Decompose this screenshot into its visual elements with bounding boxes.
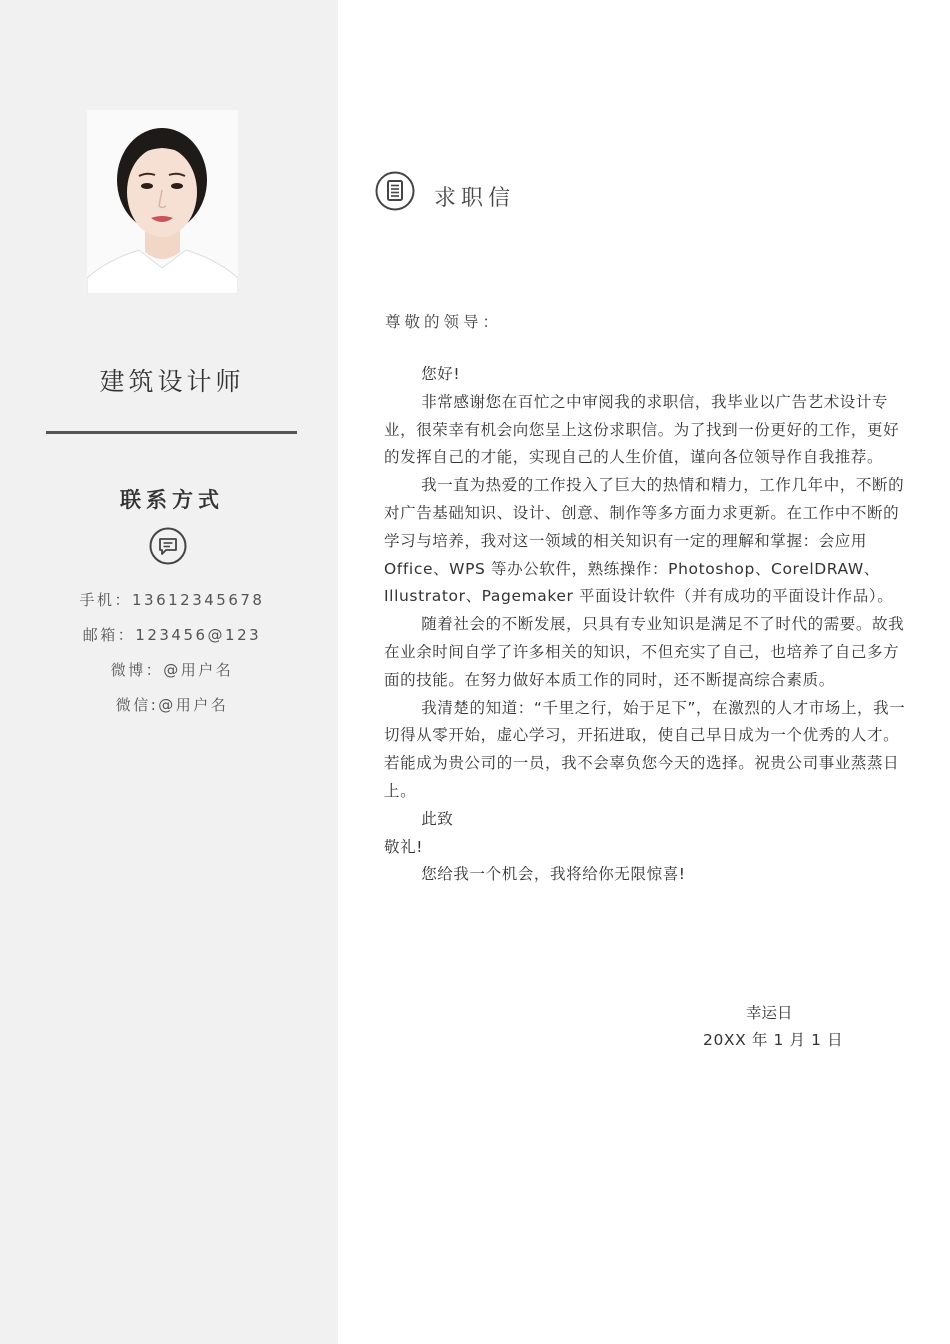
- closing-salute: 敬礼!: [384, 837, 424, 856]
- greeting: 您好!: [421, 365, 461, 383]
- signature-name: 幸运日: [746, 1004, 793, 1022]
- closing-remark: 您给我一个机会，我将给你无限惊喜!: [421, 865, 686, 884]
- chat-icon: [149, 527, 187, 565]
- document-icon: [375, 171, 415, 211]
- title-divider: [46, 431, 297, 434]
- job-title: 建筑设计师: [99, 367, 245, 396]
- contact-wechat: 微信:@用户名: [115, 696, 229, 714]
- closing-line: 此致: [421, 809, 454, 828]
- paragraph: 随着社会的不断发展，只具有专业知识是满足不了时代的需要。故我在业余时间自学了许多相关的知识，不但充实了自己，也培养了自己多方面的技能。在努力做好本质工作的同时，还不断提高综合素质。: [384, 615, 905, 689]
- signature-date: 20XX 年 1 月 1 日: [703, 1031, 844, 1049]
- paragraph: 非常感谢您在百忙之中审阅我的求职信，我毕业以广告艺术设计专业，很荣幸有机会向您呈上这份求职信。为了找到一份更好的工作，更好的发挥自己的才能，实现自己的人生价值，谨向各位领导作自我推荐。: [384, 392, 900, 467]
- profile-photo: [87, 110, 238, 294]
- sidebar: [0, 0, 338, 1344]
- contact-email: 邮箱：123456@123: [82, 626, 262, 644]
- contact-heading: 联系方式: [120, 488, 224, 512]
- paragraph: 我一直为热爱的工作投入了巨大的热情和精力，工作几年中，不断的对广告基础知识、设计、创意、制作等多方面力求更新。在工作中不断的学习与培养，我对这一领域的相关知识有一定的理解和掌握：会应用 Office、WPS 等办公软件，熟练操作：Photoshop、CorelDRAW、Illustrator、Pagemaker 平面设计软件（并有成功的平面设计作品）。: [384, 476, 905, 606]
- contact-phone: 手机：13612345678: [79, 591, 265, 609]
- letter-heading: 求职信: [434, 186, 516, 211]
- paragraph: 我清楚的知道：“千里之行，始于足下”，在激烈的人才市场上，我一切得从零开始，虚心学习，开拓进取，使自己早日成为一个优秀的人才。若能成为贵公司的一员，我不会辜负您今天的选择。祝贵公司事业蒸蒸日上。: [384, 698, 906, 800]
- letter-body: [384, 361, 908, 889]
- contact-weibo: 微博：@用户名: [110, 661, 234, 679]
- salutation: 尊敬的领导：: [385, 313, 503, 331]
